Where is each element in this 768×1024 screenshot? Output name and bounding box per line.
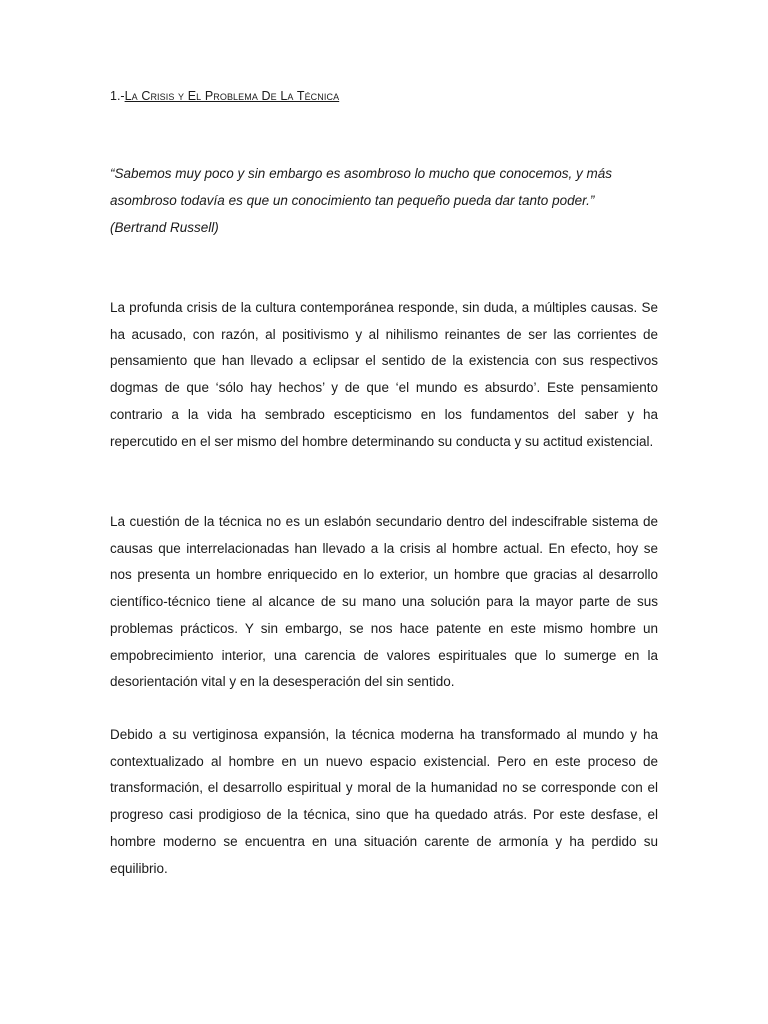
epigraph-quote bbox=[110, 160, 658, 241]
body-paragraph: La cuestión de la técnica no es un eslabón secundario dentro del indescifrable sistema de causas que interrelacionadas han llevado a la crisis al hombre actual. En efecto, hoy se nos presenta un hombre enriquecido en lo exterior, un hombre que gracias al desarrollo científico-técnico tiene al alcance de su mano una solución para la mayor parte de sus problemas prácticos. Y sin embargo, se nos hace patente en este mismo hombre un empobrecimiento interior, una carencia de valores espirituales que lo sumerge en la desorientación vital y en la desesperación del sin sentido. bbox=[110, 514, 658, 690]
quote-text: “Sabemos muy poco y sin embargo es asombroso lo mucho que conocemos, y más asombroso todavía es que un conocimiento tan pequeño pueda dar tanto poder.” bbox=[110, 166, 612, 208]
body-paragraph: Debido a su vertiginosa expansión, la técnica moderna ha transformado al mundo y ha contextualizado al hombre en un nuevo espacio existencial. Pero en este proceso de transformación, el desarrollo espiritual y moral de la humanidad no se corresponde con el progreso casi prodigioso de la técnica, sino que ha quedado atrás. Por este desfase, el hombre moderno se encuentra en una situación carente de armonía y ha perdido su equilibrio. bbox=[110, 727, 658, 876]
quote-author: (Bertrand Russell) bbox=[110, 220, 219, 235]
section-number: 1.- bbox=[110, 89, 125, 103]
section-heading bbox=[110, 88, 339, 104]
body-paragraph: La profunda crisis de la cultura contemporánea responde, sin duda, a múltiples causas. Se ha acusado, con razón, al positivismo y al nihilismo reinantes de ser las corrientes de pensamiento que han llevado a eclipsar el sentido de la existencia con sus respectivos dogmas de que ‘sólo hay hechos’ y de que ‘el mundo es absurdo’. Este pensamiento contrario a la vida ha sembrado escepticismo en los fundamentos del saber y ha repercutido en el ser mismo del hombre determinando su conducta y su actitud existencial. bbox=[110, 300, 658, 449]
section-title: La Crisis y El Problema De La Técnica bbox=[124, 89, 340, 103]
